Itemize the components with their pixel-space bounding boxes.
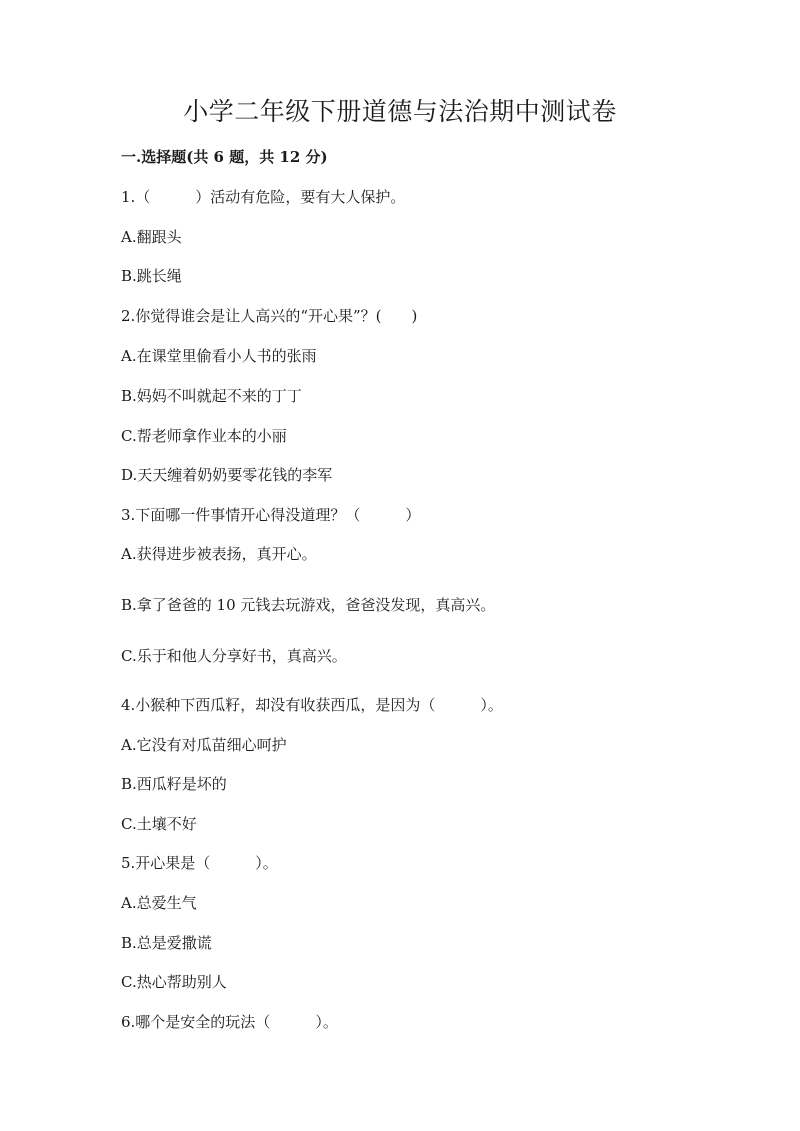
question-5-option-a: A.总爱生气: [121, 894, 197, 912]
question-2-option-d: D.天天缠着奶奶要零花钱的李军: [121, 466, 333, 484]
section-heading: 一.选择题(共 6 题，共 12 分): [121, 148, 328, 166]
question-1-option-a: A.翻跟头: [121, 228, 182, 246]
question-6: 6.哪个是安全的玩法（ ）。: [121, 1013, 338, 1031]
question-2-option-c: C.帮老师拿作业本的小丽: [121, 427, 287, 445]
question-2: 2.你觉得谁会是让人高兴的“开心果”？( ): [121, 307, 418, 325]
question-3-option-a: A.获得进步被表扬，真开心。: [121, 545, 317, 563]
question-1-option-b: B.跳长绳: [121, 267, 182, 285]
page-title: 小学二年级下册道德与法治期中测试卷: [183, 97, 617, 126]
question-3: 3.下面哪一件事情开心得没道理？（ ）: [121, 506, 421, 524]
question-4-option-b: B.西瓜籽是坏的: [121, 775, 227, 793]
question-5: 5.开心果是（ ）。: [121, 854, 278, 872]
question-2-option-a: A.在课堂里偷看小人书的张雨: [121, 347, 317, 365]
question-3-option-c: C.乐于和他人分享好书，真高兴。: [121, 647, 347, 665]
question-5-option-b: B.总是爱撒谎: [121, 934, 212, 952]
question-4: 4.小猴种下西瓜籽，却没有收获西瓜，是因为（ ）。: [121, 696, 503, 714]
question-4-option-a: A.它没有对瓜苗细心呵护: [121, 736, 287, 754]
question-4-option-c: C.土壤不好: [121, 815, 197, 833]
question-2-option-b: B.妈妈不叫就起不来的丁丁: [121, 387, 302, 405]
question-5-option-c: C.热心帮助别人: [121, 973, 227, 991]
question-1: 1.（ ）活动有危险，要有大人保护。: [121, 188, 406, 206]
question-3-option-b: B.拿了爸爸的 10 元钱去玩游戏，爸爸没发现，真高兴。: [121, 596, 496, 614]
